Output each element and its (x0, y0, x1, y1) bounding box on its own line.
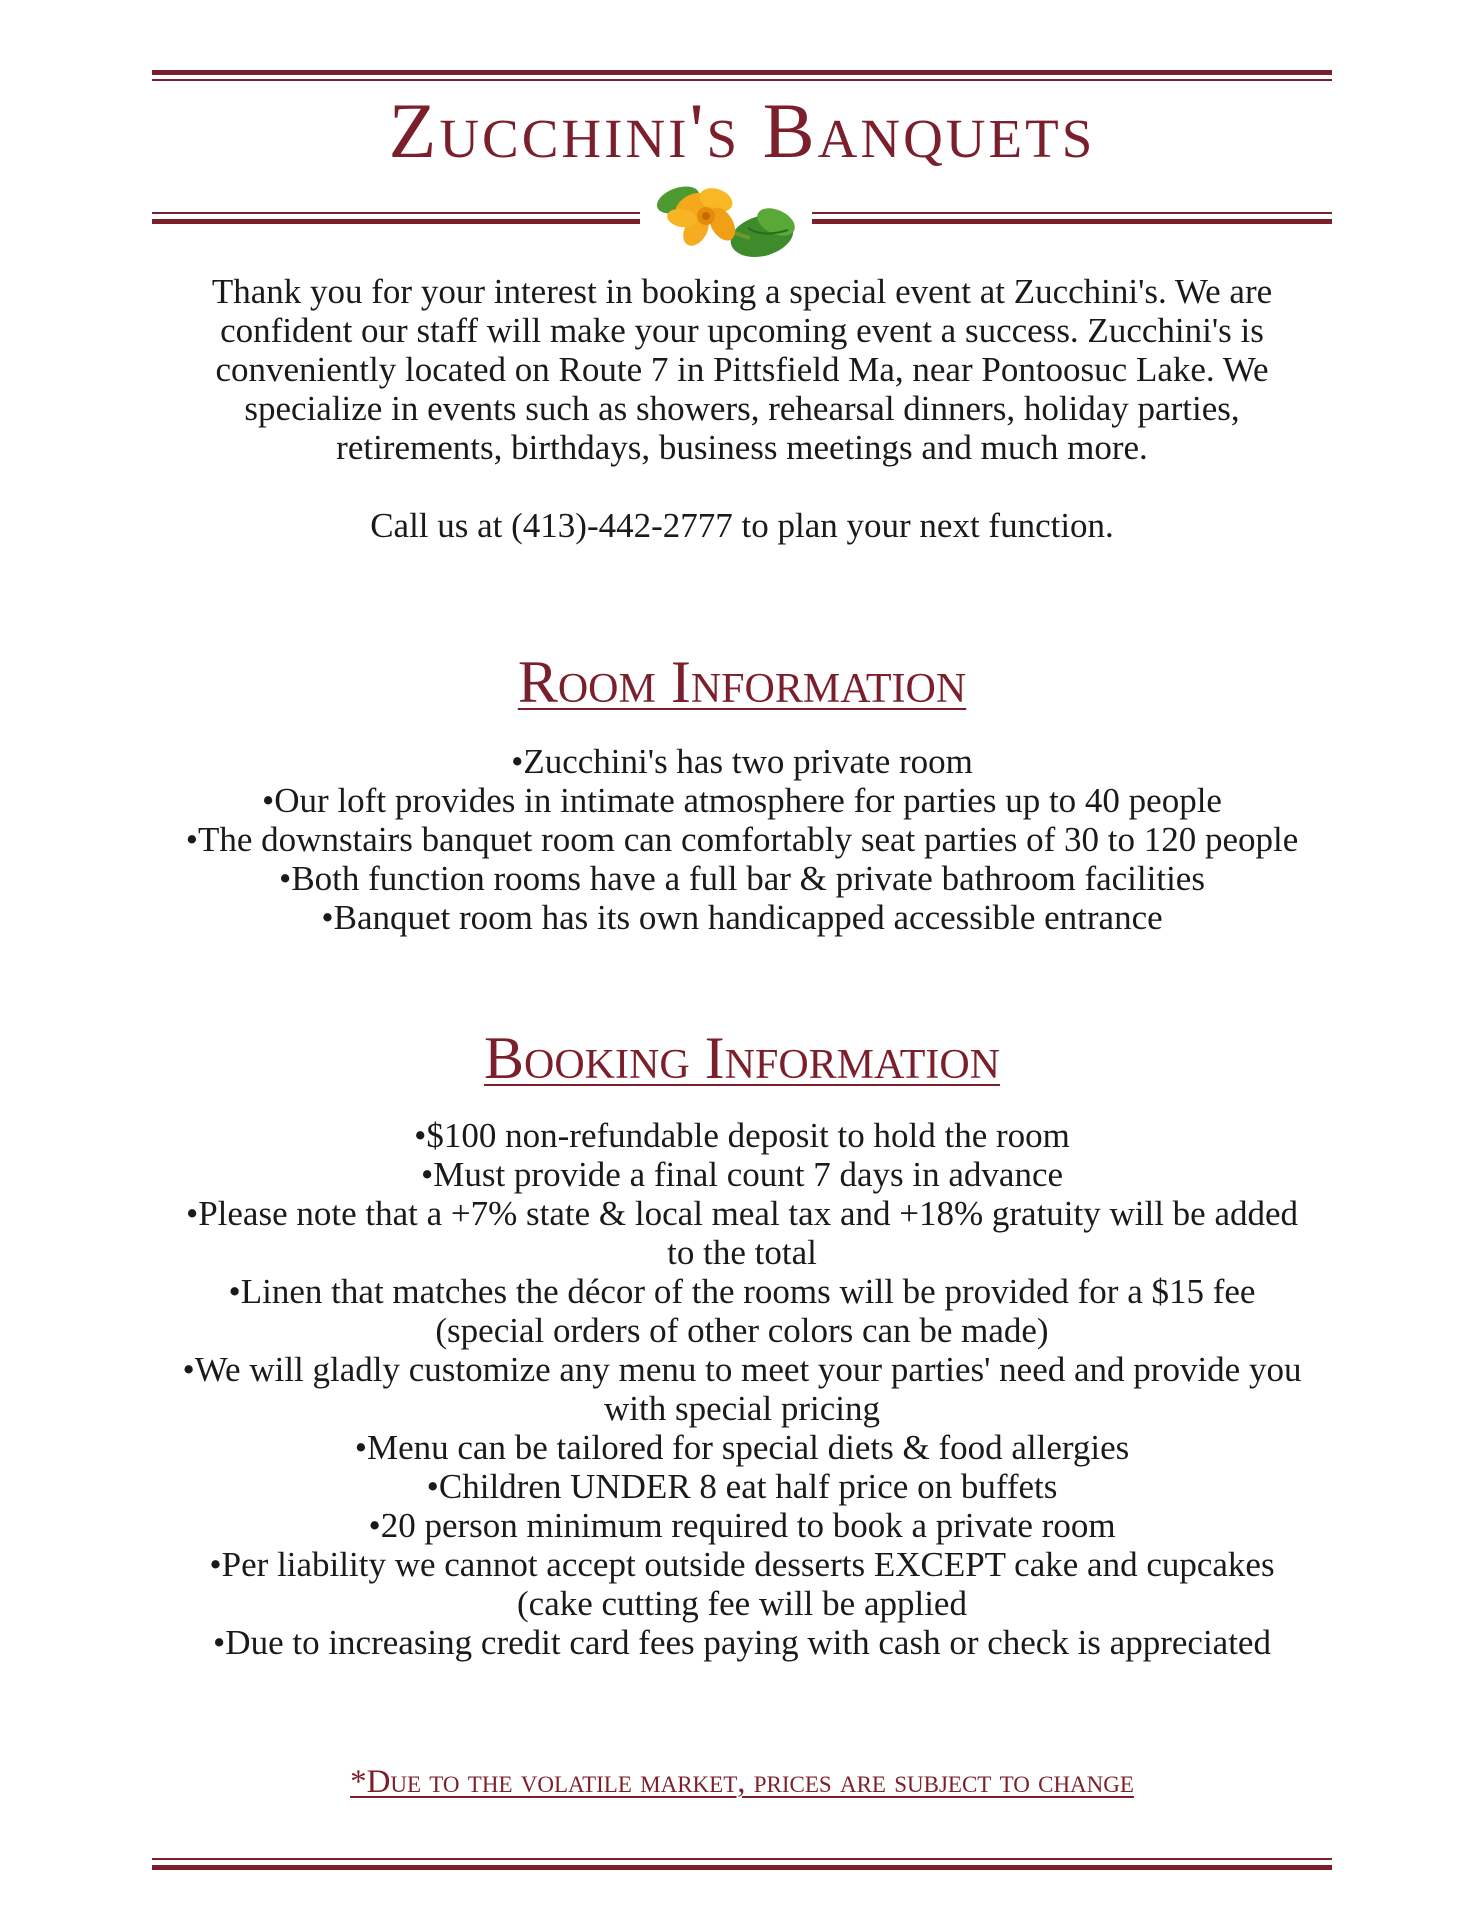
zucchini-blossom-icon (650, 178, 800, 266)
room-info-item: • Zucchini's has two private room (180, 742, 1304, 781)
room-info-item: • The downstairs banquet room can comfortably seat parties of 30 to 120 people (180, 820, 1304, 859)
booking-information-list (180, 1116, 1304, 1662)
booking-information-heading-text: Booking Information (484, 1025, 1000, 1091)
bottom-rule-thick (152, 1865, 1332, 1870)
booking-info-item: • Children UNDER 8 eat half price on buffets (180, 1467, 1304, 1506)
room-information-heading (0, 649, 1484, 715)
booking-info-item: • Menu can be tailored for special diets & food allergies (180, 1428, 1304, 1467)
left-flower-rule-thin (152, 212, 640, 214)
top-rule-thin (152, 79, 1332, 81)
booking-info-item: • Please note that a +7% state & local meal tax and +18% gratuity will be added to the total (180, 1194, 1304, 1272)
intro-paragraph: Thank you for your interest in booking a special event at Zucchini's. We are confident our staff will make your upcoming event a success. Zucchini's is conveniently located on Route 7 in Pittsfield Ma, near Pontoosuc Lake. We specialize in events such as showers, rehearsal dinners, holiday parties, retirements, birthdays, business meetings and much more. (211, 272, 1273, 467)
booking-information-heading (0, 1025, 1484, 1091)
right-flower-rule-thin (812, 212, 1332, 214)
booking-info-item: • We will gladly customize any menu to meet your parties' need and provide you with special pricing (180, 1350, 1304, 1428)
room-information-list (180, 742, 1304, 937)
intro-block (170, 272, 1314, 545)
room-info-item: • Both function rooms have a full bar & private bathroom facilities (180, 859, 1304, 898)
call-line: Call us at (413)-442-2777 to plan your next function. (370, 506, 1114, 545)
booking-info-item: • 20 person minimum required to book a private room (180, 1506, 1304, 1545)
room-information-heading-text: Room Information (517, 649, 967, 715)
booking-info-item: • Due to increasing credit card fees paying with cash or check is appreciated (180, 1623, 1304, 1662)
room-info-item: • Banquet room has its own handicapped accessible entrance (180, 898, 1304, 937)
right-flower-rule-thick (812, 219, 1332, 224)
top-rule-thick (152, 70, 1332, 75)
booking-info-item: • Must provide a final count 7 days in advance (180, 1155, 1304, 1194)
price-change-notice: *Due to the volatile market, prices are subject to change (350, 1764, 1134, 1800)
booking-info-item: • Linen that matches the décor of the rooms will be provided for a $15 fee (special orders of other colors can be made) (180, 1272, 1304, 1350)
bottom-rule-thin (152, 1858, 1332, 1860)
booking-info-item: • Per liability we cannot accept outside desserts EXCEPT cake and cupcakes (cake cutting fee will be applied (180, 1545, 1304, 1623)
room-info-item: • Our loft provides in intimate atmosphere for parties up to 40 people (180, 781, 1304, 820)
booking-info-item: • $100 non-refundable deposit to hold the room (180, 1116, 1304, 1155)
left-flower-rule-thick (152, 219, 640, 224)
page-title: Zucchini's Banquets (388, 87, 1096, 174)
